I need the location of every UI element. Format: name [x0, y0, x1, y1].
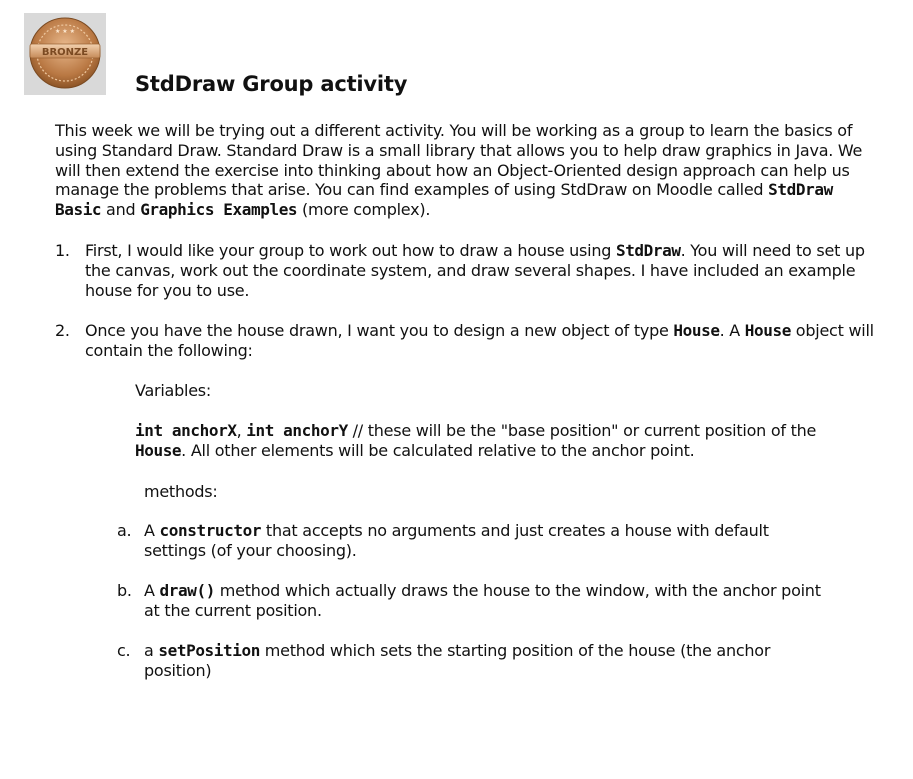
variables-heading: Variables:	[135, 381, 212, 400]
var-text-2: . All other elements will be calculated relative to the anchor point.	[181, 440, 695, 460]
list-number: 1.	[55, 241, 70, 260]
item2-code-house: House	[673, 321, 720, 340]
bronze-medal-icon	[24, 13, 106, 95]
method-b-text-2: method which actually draws the house to the window, with the anchor point at the current position.	[144, 581, 821, 620]
item2-code-house-2: House	[744, 321, 791, 340]
item2-text-2: . A	[719, 321, 745, 340]
methods-heading: methods:	[144, 482, 218, 501]
intro-text-2: and	[101, 200, 141, 220]
badge-label: BRONZE	[41, 47, 89, 58]
item2-text-1: Once you have the house drawn, I want you to design a new object of type	[85, 321, 674, 340]
var-separator: ,	[236, 421, 247, 440]
method-b-code-draw: draw()	[159, 581, 215, 600]
method-a-text-1: A	[144, 521, 160, 540]
var-code-house: House	[135, 440, 182, 460]
intro-text-1: This week we will be trying out a different activity. You will be working as a group to learn the basics of using Standard Draw. Standard Draw is a small library that allows you to help draw graphics in Java. We will then extend the exercise into thinking about how an Object-Oriented design approach can help us manage the problems that arise. You can find examples of using StdDraw on Moodle called	[55, 121, 863, 200]
method-letter: b.	[117, 581, 132, 600]
method-letter: a.	[117, 521, 132, 540]
variables-description	[135, 421, 855, 461]
method-b-text-1: A	[144, 581, 160, 600]
page-title: StdDraw Group activity	[135, 72, 408, 96]
method-a-text-2: that accepts no arguments and just creates a house with default settings (of your choosing).	[144, 521, 769, 560]
item1-text-2: . You will need to set up the canvas, work out the coordinate system, and draw several shapes. I have included an example house for you to use.	[85, 241, 865, 300]
svg-text:★ ★ ★: ★ ★ ★	[55, 28, 75, 35]
list-number: 2.	[55, 321, 70, 340]
intro-code-graphics-examples: Graphics Examples	[140, 200, 298, 220]
intro-text-3: (more complex).	[297, 200, 431, 220]
item1-text-1: First, I would like your group to work out how to draw a house using	[85, 241, 616, 260]
method-c-code-setposition: setPosition	[158, 641, 260, 660]
method-a-code-constructor: constructor	[159, 521, 262, 540]
method-c-text-1: a	[144, 641, 159, 660]
intro-paragraph	[55, 121, 875, 220]
var-text-1: // these will be the "base position" or current position of the	[347, 421, 817, 440]
var-code-anchorx: int anchorX	[135, 421, 237, 440]
item1-code-stddraw: StdDraw	[615, 241, 681, 260]
intro-code-stddraw-basic: StdDraw Basic	[55, 180, 833, 220]
method-letter: c.	[117, 641, 131, 660]
item2-text-3: object will contain the following:	[85, 321, 874, 360]
method-c-text-2: method which sets the starting position of the house (the anchor position)	[144, 641, 771, 680]
var-code-anchory: int anchorY	[246, 421, 348, 440]
